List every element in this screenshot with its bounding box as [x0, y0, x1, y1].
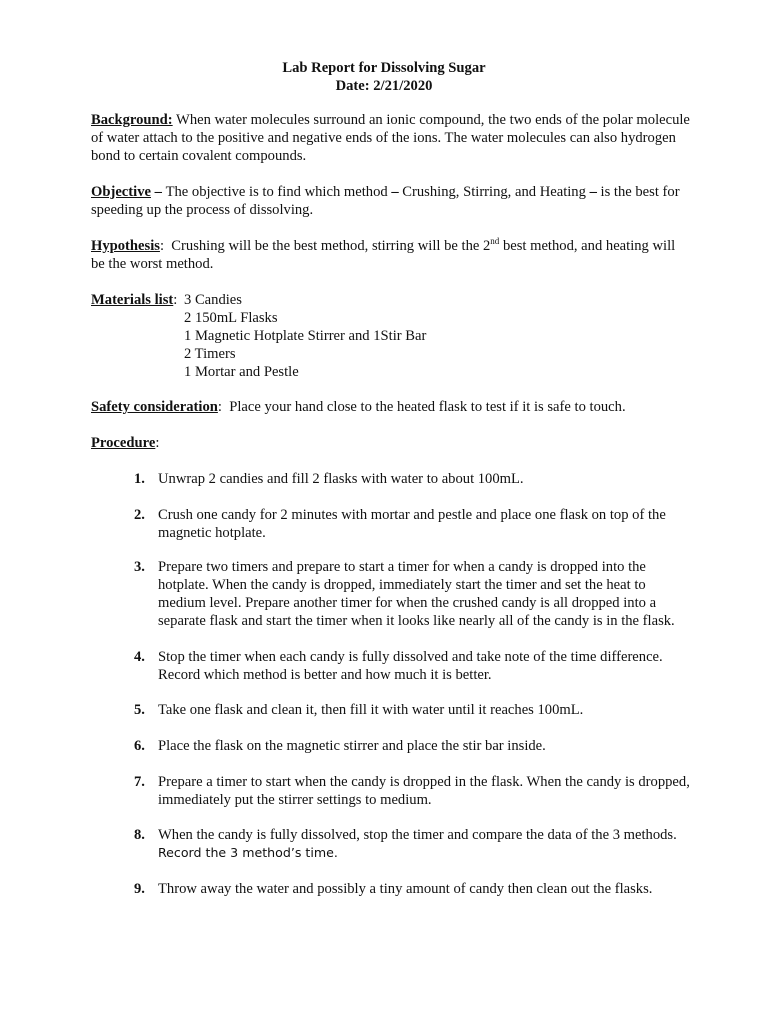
- report-date: Date: 2/21/2020: [335, 78, 433, 94]
- objective-text-line-2: speeding up the process of dissolving.: [91, 202, 314, 218]
- background-section: [91, 111, 723, 165]
- step-number: 6.: [134, 738, 145, 754]
- step-text-line: immediately put the stirrer settings to medium.: [158, 792, 432, 808]
- hypothesis-section: [91, 237, 723, 273]
- objective-text-c: is the best for: [600, 184, 680, 200]
- objective-text-a: The objective is to find which method: [165, 184, 392, 200]
- step-text-line: hotplate. When the candy is dropped, immediately start the timer and set the heat to: [158, 577, 646, 593]
- step-text-line: Prepare two timers and prepare to start a timer for when a candy is dropped into the: [158, 559, 646, 575]
- step-text-line: Record which method is better and how much it is better.: [158, 667, 492, 683]
- title-block: [0, 59, 768, 95]
- step-text-line: Crush one candy for 2 minutes with mortar and pestle and place one flask on top of the: [158, 507, 666, 523]
- procedure-colon: :: [155, 435, 160, 451]
- procedure-label: Procedure: [91, 435, 156, 451]
- step-number: 2.: [134, 507, 145, 523]
- safety-section: [91, 398, 723, 416]
- hypothesis-text-a: Crushing will be the best method, stirring will be the 2: [164, 238, 491, 254]
- step-text-line: Record the 3 method’s time.: [158, 845, 338, 860]
- hypothesis-colon: :: [159, 238, 164, 254]
- step-text-line: Prepare a timer to start when the candy is dropped in the flask. When the candy is dropped,: [158, 774, 690, 790]
- safety-text: : Place your hand close to the heated flask to test if it is safe to touch.: [217, 399, 626, 415]
- step-text-line: separate flask and start the timer when it looks like nearly all of the candy is in the flask.: [158, 613, 675, 629]
- step-text-line: medium level. Prepare another timer for when the crushed candy is all dropped into a: [158, 595, 657, 611]
- background-label: Background:: [91, 112, 173, 128]
- materials-label: Materials list: [91, 292, 174, 308]
- background-text-line-2: of water attach to the positive and negative ends of the ions. The water molecules can also hydrogen: [91, 130, 676, 146]
- materials-item: 2 150mL Flasks: [184, 310, 278, 326]
- hypothesis-label: Hypothesis: [91, 238, 160, 254]
- step-text-line: Unwrap 2 candies and fill 2 flasks with water to about 100mL.: [158, 471, 524, 487]
- objective-section: Objective – The objective is to find which method – Crushing, Stirring, and Heating – is the best for speeding up the process of dissolving.: [91, 183, 723, 219]
- hypothesis-superscript: nd: [490, 236, 500, 246]
- objective-dash: –: [150, 184, 166, 200]
- objective-text-b: Crushing, Stirring, and Heating: [402, 184, 590, 200]
- step-text-line: Take one flask and clean it, then fill it with water until it reaches 100mL.: [158, 702, 584, 718]
- background-text-line-3: bond to certain covalent compounds.: [91, 148, 307, 164]
- step-number: 5.: [134, 702, 145, 718]
- safety-label: Safety consideration: [91, 399, 218, 415]
- materials-item: 3 Candies: [184, 292, 242, 308]
- step-number: 8.: [134, 827, 145, 843]
- step-number: 7.: [134, 774, 145, 790]
- objective-label: Objective: [91, 184, 151, 200]
- materials-colon: :: [173, 292, 181, 308]
- step-text-line: When the candy is fully dissolved, stop the timer and compare the data of the 3 methods.: [158, 827, 677, 843]
- materials-item: 1 Mortar and Pestle: [184, 364, 299, 380]
- step-text-line: Throw away the water and possibly a tiny amount of candy then clean out the flasks.: [158, 881, 653, 897]
- step-number: 4.: [134, 649, 145, 665]
- step-number: 3.: [134, 559, 145, 575]
- materials-item: 1 Magnetic Hotplate Stirrer and 1Stir Bar: [184, 328, 427, 344]
- step-text-line: Place the flask on the magnetic stirrer and place the stir bar inside.: [158, 738, 546, 754]
- page-title: Lab Report for Dissolving Sugar: [282, 60, 486, 76]
- background-text-line-1: When water molecules surround an ionic compound, the two ends of the polar molecule: [172, 112, 690, 128]
- hypothesis-text-line-2: be the worst method.: [91, 256, 214, 272]
- step-text-line: Stop the timer when each candy is fully dissolved and take note of the time difference.: [158, 649, 663, 665]
- step-number: 1.: [134, 471, 145, 487]
- step-number: 9.: [134, 881, 145, 897]
- hypothesis-text-b: best method, and heating will: [499, 238, 676, 254]
- materials-item: 2 Timers: [184, 346, 236, 362]
- step-text-line: magnetic hotplate.: [158, 525, 266, 541]
- procedure-section: [91, 434, 723, 452]
